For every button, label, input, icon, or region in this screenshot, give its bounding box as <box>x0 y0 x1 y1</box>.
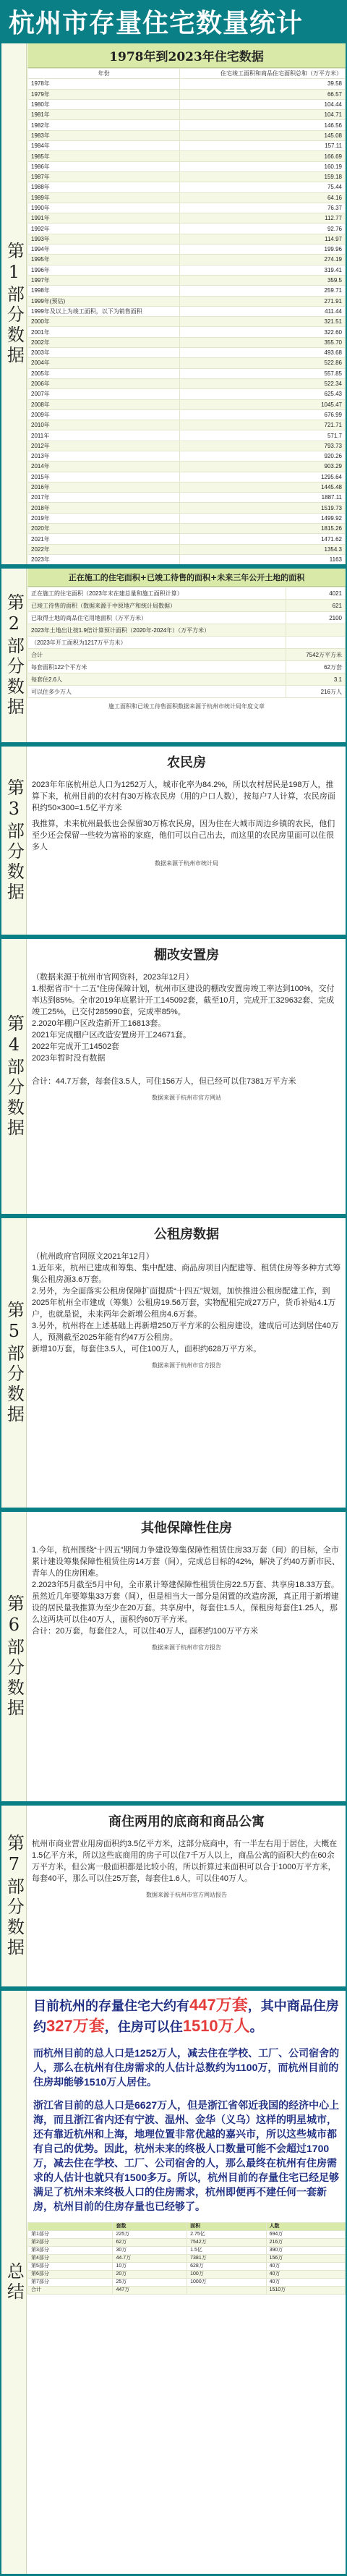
label-cell: 2023年土地出让按1.9倍计算预计面积（2020年-2024年）（万平方米） <box>28 624 286 637</box>
table-row <box>28 182 346 192</box>
table-row <box>28 420 346 430</box>
year-cell: 1999年及以上为竣工面积，以下为销售面积 <box>28 306 180 316</box>
value-cell <box>286 637 346 649</box>
table-row <box>28 441 346 451</box>
value-cell: 7542万平方米 <box>286 649 346 661</box>
section-5-content <box>27 1218 346 1508</box>
section-6 <box>1 1512 346 1801</box>
headline-commercial-sets: 327万套 <box>46 2017 105 2035</box>
summary-cell: 390万 <box>266 2247 345 2255</box>
summary-cell: 216万 <box>266 2239 345 2247</box>
summary-cell: 225万 <box>113 2231 187 2239</box>
section-6-label: 第6部分数据 <box>4 1594 25 1719</box>
table-row <box>28 203 346 213</box>
year-cell: 1989年 <box>28 192 180 203</box>
year-cell: 1978年 <box>28 79 180 89</box>
label-cell: 已竣工待售的面积（数据来源于中原地产和统计局数据） <box>28 600 286 612</box>
section-2 <box>1 569 346 742</box>
value-cell: 1354.3 <box>180 544 346 554</box>
section-6-title: 其他保障性住房 <box>141 1521 232 1536</box>
year-cell: 2022年 <box>28 544 180 554</box>
table-row <box>28 503 346 513</box>
section-5-title: 公租房数据 <box>154 1227 219 1242</box>
value-cell: 571.7 <box>180 430 346 441</box>
section-7-label-col <box>1 1806 27 1986</box>
summary-cell: 1510万 <box>266 2287 345 2295</box>
label-cell: 可以住多少万人 <box>28 686 286 698</box>
year-cell: 1985年 <box>28 151 180 161</box>
table-row <box>28 389 346 399</box>
value-cell: 64.16 <box>180 192 346 203</box>
table-row <box>28 399 346 409</box>
summary-table-body <box>28 2223 346 2295</box>
year-cell: 2009年 <box>28 409 180 420</box>
year-cell: 2013年 <box>28 451 180 461</box>
section-2-label: 第2部分数据 <box>4 593 25 718</box>
value-cell: 2100 <box>286 612 346 624</box>
value-cell: 1295.64 <box>180 472 346 482</box>
summary-cell: 156万 <box>266 2255 345 2263</box>
value-cell: 271.91 <box>180 296 346 306</box>
summary-cell: 第6部分 <box>28 2271 113 2279</box>
year-cell: 1991年 <box>28 213 180 224</box>
headline-part-3: ，住房可以住 <box>104 2020 183 2034</box>
value-cell: 104.71 <box>180 110 346 120</box>
table-row <box>28 612 346 624</box>
value-cell: 1815.26 <box>180 524 346 534</box>
value-cell: 104.44 <box>180 99 346 109</box>
table-row <box>28 661 346 673</box>
value-cell: 522.86 <box>180 358 346 368</box>
table-row <box>28 673 346 686</box>
year-cell: 2002年 <box>28 337 180 347</box>
table-row <box>28 275 346 285</box>
section-7-text: 杭州市商业营业用房面积约3.5亿平方米，这部分底商中，有一半左右用于居住，大概在1.5亿平方米，所以这些底商用的房子可以住7千万人以上，商品公寓的面积大约在60余万平方米，但公寓一般面积都是比较小的，所以折算过来面积可以合于1000万平方米，每套40平，那么可以住25万套，每套住1.6人，可以住40万人。 <box>32 1840 338 1883</box>
section-7-label: 第7部分数据 <box>4 1834 25 1958</box>
year-cell: 1988年 <box>28 182 180 192</box>
year-cell: 2011年 <box>28 430 180 441</box>
housing-table <box>27 68 346 564</box>
construction-table <box>27 587 346 698</box>
value-cell: 157.11 <box>180 141 346 151</box>
summary-header-cell: 人数 <box>266 2223 345 2231</box>
section-2-title: 正在施工的住宅面积+已竣工待售的面积+未来三年公开土地的面积 <box>27 569 346 587</box>
year-cell: 1981年 <box>28 110 180 120</box>
table-row <box>28 317 346 327</box>
section-3-label-col <box>1 747 27 935</box>
summary-section <box>1 1991 346 2574</box>
table-row <box>28 161 346 171</box>
section-6-text: 1.今年，杭州围绕“十四五”期间力争建设筹集保障性租赁住房33万套（间）的目标，全市累计建设筹集保障性租赁住房14万套（间），完成总目标的42%，解决了约40万新市民、青年人的住房困难。 2.2023年5月截至5月中旬，全市累计筹建保障性租赁住房22.5万套、共享房18.33万套。 虽然近几年要筹集33万套（间），但是相当大一部分是闲置的改造房源，真正用于新增建设的居民量我推算为至少在20万套。共享房中，每套住1.5人，保租房每套住1.25人，那么这两块可以住40万人，面积约60万平方米。 合计：20万套，每套住2人，可以住40万人，面积约100万平方米 <box>32 1546 340 1636</box>
summary-cell: 第5部分 <box>28 2263 113 2271</box>
summary-cell: 62万 <box>113 2239 187 2247</box>
value-cell: 274.19 <box>180 255 346 265</box>
year-cell: 1996年 <box>28 265 180 275</box>
table-row <box>28 686 346 698</box>
year-cell: 2014年 <box>28 462 180 472</box>
table-row <box>28 358 346 368</box>
section-6-content <box>27 1512 346 1801</box>
year-cell: 2005年 <box>28 368 180 378</box>
value-cell: 112.77 <box>180 213 346 224</box>
section-6-label-col <box>1 1512 27 1801</box>
table-row <box>28 2263 346 2271</box>
table-row <box>28 286 346 296</box>
section-5 <box>1 1218 346 1508</box>
value-cell: 216万人 <box>286 686 346 698</box>
value-cell: 166.69 <box>180 151 346 161</box>
value-cell: 355.70 <box>180 337 346 347</box>
value-cell: 493.68 <box>180 348 346 358</box>
section-3-text2: 我推算，未来杭州最低也会保留30万栋农民房，因为住在大城市周边乡镇的农民，他们至少还会保留一些较为富裕的家庭，他们可以自己出去，而这里的农民房里面可以住很多人 <box>32 820 335 851</box>
year-cell: 1979年 <box>28 89 180 99</box>
table-row <box>28 79 346 89</box>
section-3-text: 2023年年底杭州总人口为1252万人，城市化率为84.2%，所以农村居民是198万人，推算下来，杭州目前的农村有30万栋农民房（用的户口人数），按每户7人计算，农民房面积约50×300=1.5亿平方米 <box>32 781 335 812</box>
table-row <box>28 624 346 637</box>
table-row <box>28 192 346 203</box>
year-cell: 1999年(预估) <box>28 296 180 306</box>
year-cell: 2007年 <box>28 389 180 399</box>
year-header: 年份 <box>28 69 180 79</box>
summary-cell: 1000万 <box>187 2279 266 2287</box>
summary-cell: 7542万 <box>187 2239 266 2247</box>
value-cell: 1499.92 <box>180 513 346 523</box>
year-cell: 1992年 <box>28 224 180 234</box>
construction-table-body <box>28 587 346 698</box>
table-row <box>28 2271 346 2279</box>
year-cell: 2000年 <box>28 317 180 327</box>
value-cell: 676.99 <box>180 409 346 420</box>
table-row <box>28 348 346 358</box>
value-cell: 1163 <box>180 554 346 564</box>
value-cell: 146.56 <box>180 120 346 130</box>
headline-total-sets: 447万套 <box>189 1996 248 2014</box>
label-cell: （2023年开工面积为1217万平方米） <box>28 637 286 649</box>
summary-cell: 7381万 <box>187 2255 266 2263</box>
table-row <box>28 544 346 554</box>
summary-cell: 第2部分 <box>28 2239 113 2247</box>
value-cell: 319.41 <box>180 265 346 275</box>
value-cell: 4021 <box>286 587 346 600</box>
section-7-title: 商住两用的底商和商品公寓 <box>108 1814 265 1829</box>
value-cell: 411.44 <box>180 306 346 316</box>
table-row <box>28 306 346 316</box>
table-row <box>28 151 346 161</box>
value-cell: 75.44 <box>180 182 346 192</box>
table-row <box>28 554 346 564</box>
year-cell: 2010年 <box>28 420 180 430</box>
year-cell: 2001年 <box>28 327 180 337</box>
table-row <box>28 2287 346 2295</box>
summary-cell: 2.75亿 <box>187 2231 266 2239</box>
table-row <box>28 534 346 544</box>
summary-headline <box>27 1991 346 2041</box>
headline-people: 1510万人 <box>182 2017 250 2035</box>
headline-part-2: ，其中商品住房约 <box>33 1999 339 2034</box>
summary-header-cell <box>28 2223 113 2231</box>
year-cell: 1995年 <box>28 255 180 265</box>
summary-cell: 40万 <box>266 2279 345 2287</box>
section-1-title: 1978年到2023年住宅数据 <box>27 43 346 68</box>
value-cell: 793.73 <box>180 441 346 451</box>
section-6-note: 数据来源于杭州市官方报告 <box>152 1644 221 1651</box>
summary-header-row <box>28 2223 346 2231</box>
label-cell: 合计 <box>28 649 286 661</box>
value-cell: 114.97 <box>180 234 346 244</box>
section-3 <box>1 747 346 935</box>
summary-cell: 1.5亿 <box>187 2247 266 2255</box>
page-title: 杭州市存量住宅数量统计 <box>9 7 304 38</box>
year-cell: 2008年 <box>28 399 180 409</box>
section-4-label-col <box>1 939 27 1214</box>
summary-cell: 第1部分 <box>28 2231 113 2239</box>
year-cell: 2018年 <box>28 503 180 513</box>
value-cell: 1045.47 <box>180 399 346 409</box>
headline-part-4: 。 <box>249 2020 263 2034</box>
summary-label-col <box>1 1991 27 2574</box>
label-cell: 每套面积122个平方米 <box>28 661 286 673</box>
value-cell: 621 <box>286 600 346 612</box>
year-cell: 2006年 <box>28 378 180 388</box>
table-row <box>28 224 346 234</box>
table-row <box>28 110 346 120</box>
section-4-label: 第4部分数据 <box>4 1014 25 1139</box>
section-4-content <box>27 939 346 1214</box>
label-cell: 正在施工的住宅面积（2023年末在建总量和施工面积计算） <box>28 587 286 600</box>
section-2-note: 施工面积和已竣工待售面积数据来源于杭州市统计局年度文章 <box>108 703 265 710</box>
summary-cell <box>187 2287 266 2295</box>
value-cell: 920.26 <box>180 451 346 461</box>
value-cell: 557.85 <box>180 368 346 378</box>
value-cell: 159.18 <box>180 171 346 182</box>
table-row <box>28 2247 346 2255</box>
table-header <box>28 69 346 79</box>
value-cell <box>286 624 346 637</box>
summary-paragraph-2: 而杭州目前的总人口是1252万人，减去住在学校、工厂、公司宿舍的人，那么在杭州有住房需求的人估计总数约为1100万，而杭州目前的住房却能够1510万人居住。 <box>33 2047 340 2088</box>
summary-cell: 20万 <box>113 2271 187 2279</box>
value-cell: 522.34 <box>180 378 346 388</box>
year-cell: 1983年 <box>28 130 180 140</box>
summary-content <box>27 1991 346 2574</box>
section-5-note: 数据来源于杭州市官方报告 <box>152 1362 221 1369</box>
table-row <box>28 430 346 441</box>
summary-cell: 628万 <box>187 2263 266 2271</box>
value-cell: 76.37 <box>180 203 346 213</box>
year-cell: 2016年 <box>28 482 180 492</box>
section-5-label: 第5部分数据 <box>4 1301 25 1425</box>
summary-header-cell: 面积 <box>187 2223 266 2231</box>
table-row <box>28 2279 346 2287</box>
year-cell: 1998年 <box>28 286 180 296</box>
summary-cell: 合计 <box>28 2287 113 2295</box>
summary-cell: 40万 <box>266 2263 345 2271</box>
year-cell: 1993年 <box>28 234 180 244</box>
table-row <box>28 2231 346 2239</box>
table-row <box>28 2239 346 2247</box>
value-cell: 39.58 <box>180 79 346 89</box>
section-7-note: 数据来源于杭州市官方网站报告 <box>146 1892 227 1898</box>
summary-cell: 447万 <box>113 2287 187 2295</box>
table-row <box>28 524 346 534</box>
value-cell: 3.1 <box>286 673 346 686</box>
section-1-label-col <box>1 43 27 564</box>
table-row <box>28 255 346 265</box>
summary-cell: 40万 <box>266 2271 345 2279</box>
value-cell: 199.96 <box>180 245 346 255</box>
section-4 <box>1 939 346 1214</box>
year-cell: 1994年 <box>28 245 180 255</box>
year-cell: 2021年 <box>28 534 180 544</box>
table-row <box>28 141 346 151</box>
year-cell: 1990年 <box>28 203 180 213</box>
section-7-content <box>27 1806 346 1986</box>
summary-cell: 第7部分 <box>28 2279 113 2287</box>
value-cell: 1519.73 <box>180 503 346 513</box>
section-3-content <box>27 747 346 935</box>
value-cell: 321.51 <box>180 317 346 327</box>
section-5-label-col <box>1 1218 27 1508</box>
housing-table-body <box>28 79 346 564</box>
year-cell: 2017年 <box>28 493 180 503</box>
section-1 <box>1 43 346 564</box>
section-7 <box>1 1806 346 1986</box>
table-row <box>28 99 346 109</box>
summary-cell: 694万 <box>266 2231 345 2239</box>
value-cell: 62万套 <box>286 661 346 673</box>
table-row <box>28 213 346 224</box>
table-row <box>28 451 346 461</box>
summary-table <box>27 2222 346 2295</box>
value-cell: 66.57 <box>180 89 346 99</box>
table-row <box>28 296 346 306</box>
year-cell: 2004年 <box>28 358 180 368</box>
section-2-content <box>27 569 346 742</box>
value-cell: 92.76 <box>180 224 346 234</box>
value-cell: 1445.48 <box>180 482 346 492</box>
table-row <box>28 462 346 472</box>
value-cell: 322.60 <box>180 327 346 337</box>
table-row <box>28 2255 346 2263</box>
table-row <box>28 120 346 130</box>
value-header: 住宅竣工面积和商品住宅面积总和（万平方米） <box>180 69 346 79</box>
table-row <box>28 327 346 337</box>
table-row <box>28 513 346 523</box>
label-cell: 每套住2.6人 <box>28 673 286 686</box>
year-cell: 1982年 <box>28 120 180 130</box>
table-row <box>28 649 346 661</box>
section-5-text: （杭州政府官网原文2021年12月） 1.近年来，杭州已建成和筹集、集中配建、商品房项目内配建等、租赁住房等多种方式筹集公租房源3.6万套。 2.另外，为全面落实公租房保障扩面提质“十四五”规划，加快推进公租房配建工作，到2025年杭州全市建成（筹集）公租房19.56万套，实物配租完成27万户，货币补贴4.1万户，也就是说，未来两年会新增公租房4.6万套。 3.另外，杭州将在上述基础上再新增250万平方米的公租房建设，建成后可达到居住40万人，预测截至2025年能有约47万公租房。 新增10万套，每套住3.5人，可住100万人，面积约628万平方米。 <box>32 1252 341 1353</box>
section-4-title: 棚改安置房 <box>154 948 219 963</box>
value-cell: 145.08 <box>180 130 346 140</box>
label-cell: 已取得土地的商品住宅用地面积（万平方米） <box>28 612 286 624</box>
summary-paragraph-3: 浙江省目前的总人口是6627万人，但是浙江省邻近我国的经济中心上海，而且浙江省内还有宁波、温州、金华（义乌）这样的明星城市，还有靠近杭州和上海，地理位置非常优越的嘉兴市，所以这些城市都有自己的优势。因此，杭州未来的终极人口数量可能不会超过1700万，减去住在学校、工厂、公司宿舍的人，那么最终在杭州有住房需求的人估计也就只有1500多万。所以，杭州目前的存量住宅已经足够满足了杭州未来终极人口的住房需求，杭州即便再不建任何一套新房，杭州目前的住房存量也已经够了。 <box>33 2099 340 2212</box>
section-3-note: 数据来源于杭州市统计局 <box>155 860 218 867</box>
summary-cell: 100万 <box>187 2271 266 2279</box>
table-row <box>28 600 346 612</box>
value-cell: 359.5 <box>180 275 346 285</box>
year-cell: 2020年 <box>28 524 180 534</box>
table-row <box>28 409 346 420</box>
value-cell: 625.43 <box>180 389 346 399</box>
section-1-label: 第1部分数据 <box>4 242 25 366</box>
table-row <box>28 482 346 492</box>
section-2-label-col <box>1 569 27 742</box>
table-row <box>28 89 346 99</box>
summary-header-cell: 套数 <box>113 2223 187 2231</box>
value-cell: 259.71 <box>180 286 346 296</box>
year-cell: 2012年 <box>28 441 180 451</box>
year-cell: 2003年 <box>28 348 180 358</box>
section-4-note: 数据来源于杭州市官方网站 <box>152 1094 221 1101</box>
table-row <box>28 265 346 275</box>
table-row <box>28 472 346 482</box>
year-cell: 1984年 <box>28 141 180 151</box>
summary-label: 总结 <box>4 2262 25 2303</box>
headline-part-1: 目前杭州的存量住宅大约有 <box>33 1999 189 2013</box>
year-cell: 1980年 <box>28 99 180 109</box>
summary-cell: 25万 <box>113 2279 187 2287</box>
summary-cell: 第4部分 <box>28 2255 113 2263</box>
table-row <box>28 587 346 600</box>
section-1-content <box>27 43 346 564</box>
table-row <box>28 171 346 182</box>
value-cell: 903.29 <box>180 462 346 472</box>
table-row <box>28 378 346 388</box>
summary-cell: 30万 <box>113 2247 187 2255</box>
year-cell: 1986年 <box>28 161 180 171</box>
year-cell: 1997年 <box>28 275 180 285</box>
table-row <box>28 493 346 503</box>
table-row <box>28 637 346 649</box>
table-row <box>28 337 346 347</box>
value-cell: 160.19 <box>180 161 346 171</box>
summary-cell: 44.7万 <box>113 2255 187 2263</box>
year-cell: 2015年 <box>28 472 180 482</box>
table-row <box>28 368 346 378</box>
section-4-text: （数据来源于杭州市官网资料，2023年12月） 1.根据省市“十二五”住房保障计划，杭州市区建设的棚改安置房竣工率达到100%，交付率达到85%。全市2019年底累计开工145092套，截至10月，完成开工329632套、完成竣工25%，已交付285990套，完成率85%。 2.2020年棚户区改造新开工16813套。 2021年完成棚户区改造安置房开工24671套。 2022年完成开工14502套 2023年暂时没有数据 合计：44.7万套，每套住3.5人，可住156万人，但已经可以住7381万平方米 <box>32 973 335 1086</box>
value-cell: 721.71 <box>180 420 346 430</box>
year-cell: 2019年 <box>28 513 180 523</box>
table-row <box>28 245 346 255</box>
summary-cell: 10万 <box>113 2263 187 2271</box>
year-cell: 2023年 <box>28 554 180 564</box>
section-3-label: 第3部分数据 <box>4 778 25 903</box>
table-row <box>28 234 346 244</box>
section-3-title: 农民房 <box>167 755 206 770</box>
year-cell: 1987年 <box>28 171 180 182</box>
table-row <box>28 130 346 140</box>
value-cell: 1471.62 <box>180 534 346 544</box>
value-cell: 1887.11 <box>180 493 346 503</box>
summary-cell: 第3部分 <box>28 2247 113 2255</box>
